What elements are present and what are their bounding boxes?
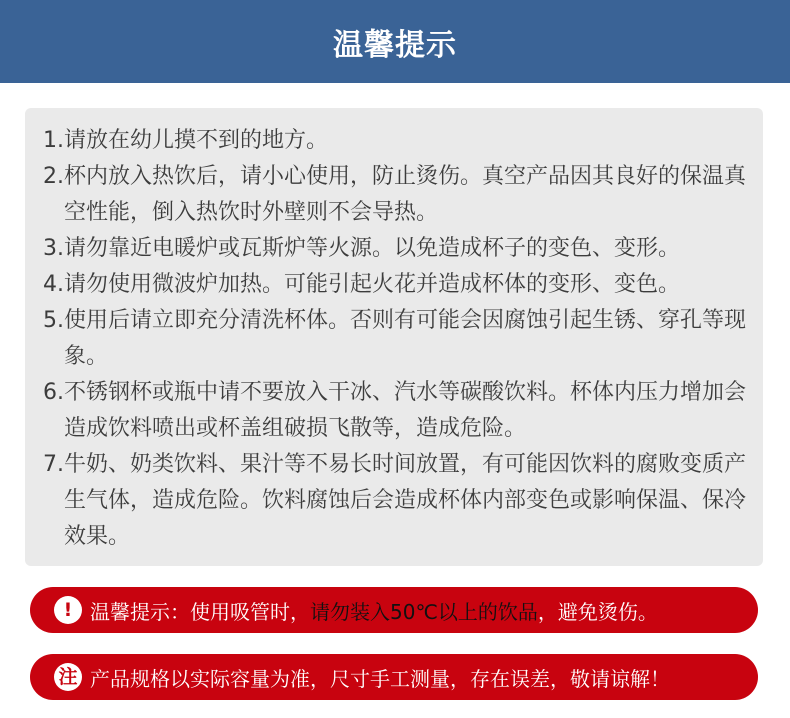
notice-item-7	[43, 447, 747, 555]
notice-item-number: 6.	[43, 380, 64, 405]
notice-item-4	[43, 267, 747, 303]
notice-list	[43, 123, 747, 555]
warning-highlight: 请勿装入50℃以上的饮品	[310, 599, 538, 624]
notice-item-number: 7.	[43, 452, 64, 477]
notice-item-number: 1.	[43, 128, 64, 153]
warning-prefix: 温馨提示：使用吸管时，	[90, 599, 310, 624]
notice-item-text: 使用后请立即充分清洗杯体。否则有可能会因腐蚀引起生锈、穿孔等现象。	[64, 308, 747, 369]
warning-suffix: ，避免烫伤。	[537, 599, 658, 624]
page-title: 温馨提示	[333, 27, 457, 63]
note-icon: 注	[54, 663, 82, 691]
notice-box	[25, 108, 763, 566]
warning-banner-text	[90, 596, 658, 625]
notice-item-6	[43, 375, 747, 447]
note-banner	[30, 654, 758, 700]
notice-item-number: 2.	[43, 164, 64, 189]
notice-item-text: 请放在幼儿摸不到的地方。	[64, 128, 329, 153]
notice-item-3	[43, 231, 747, 267]
notice-item-1	[43, 123, 747, 159]
notice-item-5	[43, 303, 747, 375]
notice-item-text: 请勿使用微波炉加热。可能引起火花并造成杯体的变形、变色。	[64, 272, 681, 297]
notice-item-text: 牛奶、奶类饮料、果汁等不易长时间放置，有可能因饮料的腐败变质产生气体，造成危险。饮料腐蚀后会造成杯体内部变色或影响保温、保冷效果。	[64, 452, 747, 549]
warning-banner	[30, 587, 758, 633]
header-bar	[0, 0, 790, 83]
notice-item-number: 4.	[43, 272, 64, 297]
notice-item-text: 杯内放入热饮后，请小心使用，防止烫伤。真空产品因其良好的保温真空性能，倒入热饮时外壁则不会导热。	[64, 164, 747, 225]
notice-item-2	[43, 159, 747, 231]
notice-item-number: 5.	[43, 308, 64, 333]
exclamation-icon: !	[54, 596, 82, 624]
notice-item-text: 请勿靠近电暖炉或瓦斯炉等火源。以免造成杯子的变色、变形。	[64, 236, 681, 261]
note-banner-text: 产品规格以实际容量为准，尺寸手工测量，存在误差，敬请谅解！	[90, 666, 670, 691]
notice-item-text: 不锈钢杯或瓶中请不要放入干冰、汽水等碳酸饮料。杯体内压力增加会造成饮料喷出或杯盖组破损飞散等，造成危险。	[64, 380, 747, 441]
notice-item-number: 3.	[43, 236, 64, 261]
